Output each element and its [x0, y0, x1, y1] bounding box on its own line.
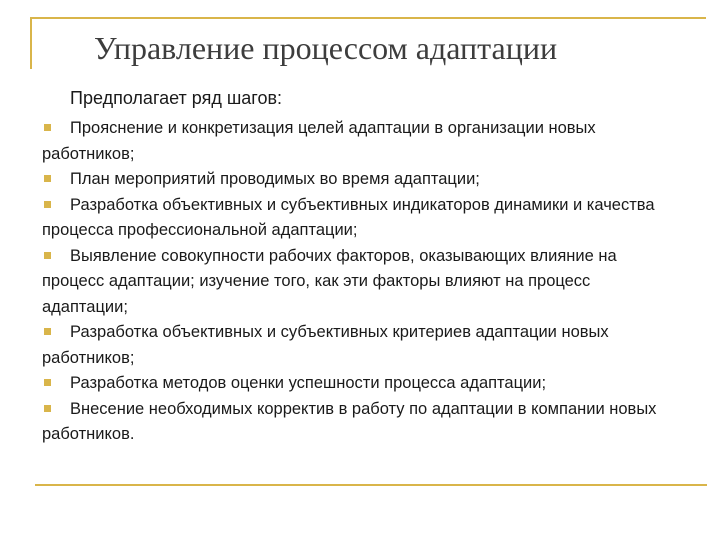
intro-text: Предполагает ряд шагов:	[70, 88, 283, 108]
list-item-text: Разработка объективных и субъективных индикаторов динамики и качества процесса профессиональной адаптации;	[42, 195, 655, 239]
list-item-text: Прояснение и конкретизация целей адаптации в организации новых работников;	[42, 119, 596, 163]
list-item-text: Выявление совокупности рабочих факторов, оказывающих влияние на процесс адаптации; изучение того, как эти факторы влияют на процесс адаптации;	[42, 246, 617, 316]
list-item	[42, 116, 678, 167]
list-item	[42, 320, 678, 371]
square-bullet-icon	[44, 201, 51, 208]
square-bullet-icon	[44, 405, 51, 412]
square-bullet-icon	[44, 328, 51, 335]
list-item-text: План мероприятий проводимых во время адаптации;	[70, 170, 480, 188]
list-item-text: Разработка методов оценки успешности процесса адаптации;	[70, 374, 547, 392]
bottom-divider	[35, 484, 707, 486]
list-item	[42, 244, 678, 321]
top-divider	[30, 17, 706, 19]
square-bullet-icon	[44, 252, 51, 259]
left-divider	[30, 17, 32, 69]
list-item	[42, 167, 678, 193]
list-item	[42, 397, 678, 448]
list-item	[42, 193, 678, 244]
square-bullet-icon	[44, 379, 51, 386]
list-item	[42, 371, 678, 397]
slide-content	[42, 86, 678, 448]
list-item-text: Разработка объективных и субъективных критериев адаптации новых работников;	[42, 323, 609, 367]
list-item-text: Внесение необходимых корректив в работу по адаптации в компании новых работников.	[42, 399, 657, 443]
steps-list	[42, 116, 678, 448]
square-bullet-icon	[44, 124, 51, 131]
square-bullet-icon	[44, 175, 51, 182]
slide-title: Управление процессом адаптации	[94, 30, 558, 66]
